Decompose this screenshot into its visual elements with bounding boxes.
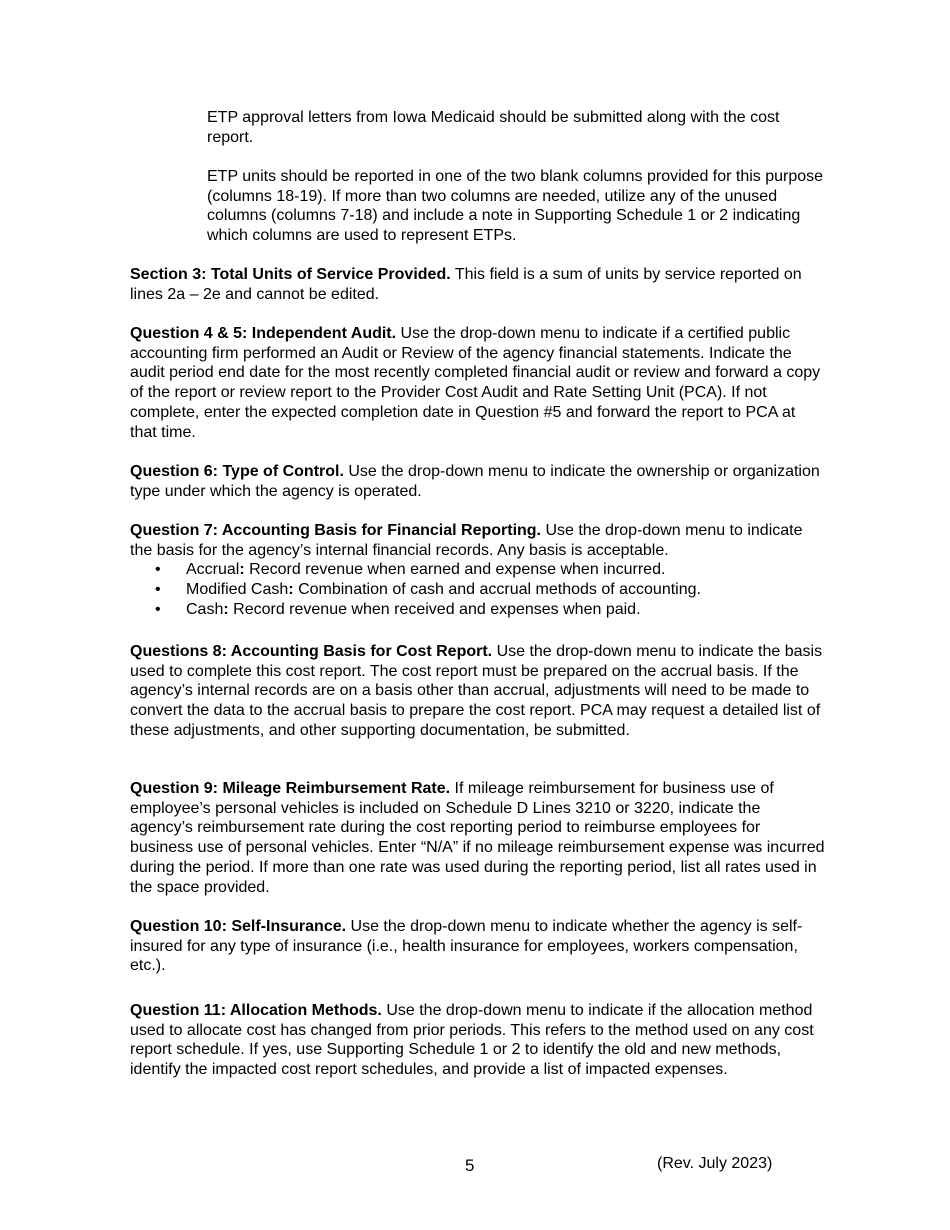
- question-7-heading: Question 7: Accounting Basis for Financial Reporting.: [130, 522, 541, 539]
- etp-units-paragraph: ETP units should be reported in one of the two blank columns provided for this purpose (columns 18-19). If more than two columns are needed, utilize any of the unused columns (columns 7-18) and include a note in Supporting Schedule 1 or 2 indicating which columns are used to represent ETPs.: [207, 168, 824, 245]
- list-item: [130, 560, 825, 580]
- bullet-icon: •: [155, 581, 161, 599]
- page-number: 5: [465, 1156, 475, 1175]
- question-11-body: Use the drop-down menu to indicate if the allocation method used to allocate cost has changed from prior periods. This refers to the method used on any cost report schedule. If yes, use Supporting Schedule 1 or 2 to identify the old and new methods, identify the impacted cost report schedules, and provide a list of impacted expenses.: [130, 1002, 814, 1079]
- list-item-description: Record revenue when received and expenses when paid.: [233, 600, 641, 618]
- bullet-icon: •: [155, 600, 161, 618]
- list-item-description: Combination of cash and accrual methods of accounting.: [298, 581, 701, 599]
- question-9-heading: Question 9: Mileage Reimbursement Rate.: [130, 780, 451, 797]
- question-9-body: If mileage reimbursement for business use of employee’s personal vehicles is included on Schedule D Lines 3210 or 3220, indicate the agency’s reimbursement rate during the cost reporting period to reimburse employees for business use of personal vehicles. Enter “N/A” if no mileage reimbursement expense was incurred during the period. If more than one rate was used during the reporting period, list all rates used in the space provided.: [130, 780, 825, 896]
- list-item-term: Cash: [186, 600, 224, 618]
- question-4-5-paragraph: [130, 324, 825, 442]
- question-4-5-body: Use the drop-down menu to indicate if a certified public accounting firm performed an Audit or Review of the agency financial statements. Indicate the audit period end date for the most recently completed financial audit or review and forward a copy of the report or review report to the Provider Cost Audit and Rate Setting Unit (PCA). If not complete, enter the expected completion date in Question #5 and forward the report to PCA at that time.: [130, 325, 821, 441]
- question-8-body: Use the drop-down menu to indicate the basis used to complete this cost report. The cost report must be prepared on the accrual basis. If the agency’s internal records are on a basis other than accrual, adjustments will need to be made to convert the data to the accrual basis to prepare the cost report. PCA may request a detailed list of these adjustments, and other supporting documentation, be submitted.: [130, 643, 823, 739]
- list-item-separator: :: [288, 581, 294, 599]
- list-item-term: Accrual: [186, 561, 240, 579]
- section-3-body: This field is a sum of units by service reported on lines 2a – 2e and cannot be edited.: [130, 266, 802, 303]
- question-8-paragraph: [130, 642, 825, 741]
- section-3-heading: Section 3: Total Units of Service Provided.: [130, 266, 451, 283]
- question-6-paragraph: [130, 462, 825, 501]
- question-6-body: Use the drop-down menu to indicate the ownership or organization type under which the agency is operated.: [130, 463, 820, 500]
- etp-approval-paragraph: ETP approval letters from Iowa Medicaid should be submitted along with the cost report.: [207, 109, 780, 146]
- accounting-basis-list: [130, 560, 825, 619]
- list-item: [130, 600, 825, 620]
- question-10-paragraph: [130, 917, 825, 976]
- question-6-heading: Question 6: Type of Control.: [130, 463, 344, 480]
- question-10-body: Use the drop-down menu to indicate whether the agency is self-insured for any type of insurance (i.e., health insurance for employees, workers compensation, etc.).: [130, 918, 803, 975]
- question-4-5-heading: Question 4 & 5: Independent Audit.: [130, 325, 397, 342]
- section-3-paragraph: [130, 265, 825, 304]
- list-item-separator: :: [239, 561, 245, 579]
- question-10-heading: Question 10: Self-Insurance.: [130, 918, 347, 935]
- question-11-paragraph: [130, 1001, 825, 1080]
- question-11-heading: Question 11: Allocation Methods.: [130, 1002, 382, 1019]
- list-item-description: Record revenue when earned and expense when incurred.: [249, 561, 666, 579]
- list-item: [130, 580, 825, 600]
- question-7-paragraph: [130, 521, 825, 560]
- list-item-separator: :: [223, 600, 229, 618]
- revision-date: (Rev. July 2023): [657, 1155, 773, 1172]
- question-7-body: Use the drop-down menu to indicate the basis for the agency’s internal financial records. Any basis is acceptable.: [130, 522, 803, 559]
- list-item-term: Modified Cash: [186, 581, 289, 599]
- question-9-paragraph: [130, 779, 825, 897]
- question-7-block: [130, 521, 825, 620]
- bullet-icon: •: [155, 561, 161, 579]
- question-8-heading: Questions 8: Accounting Basis for Cost Report.: [130, 643, 493, 660]
